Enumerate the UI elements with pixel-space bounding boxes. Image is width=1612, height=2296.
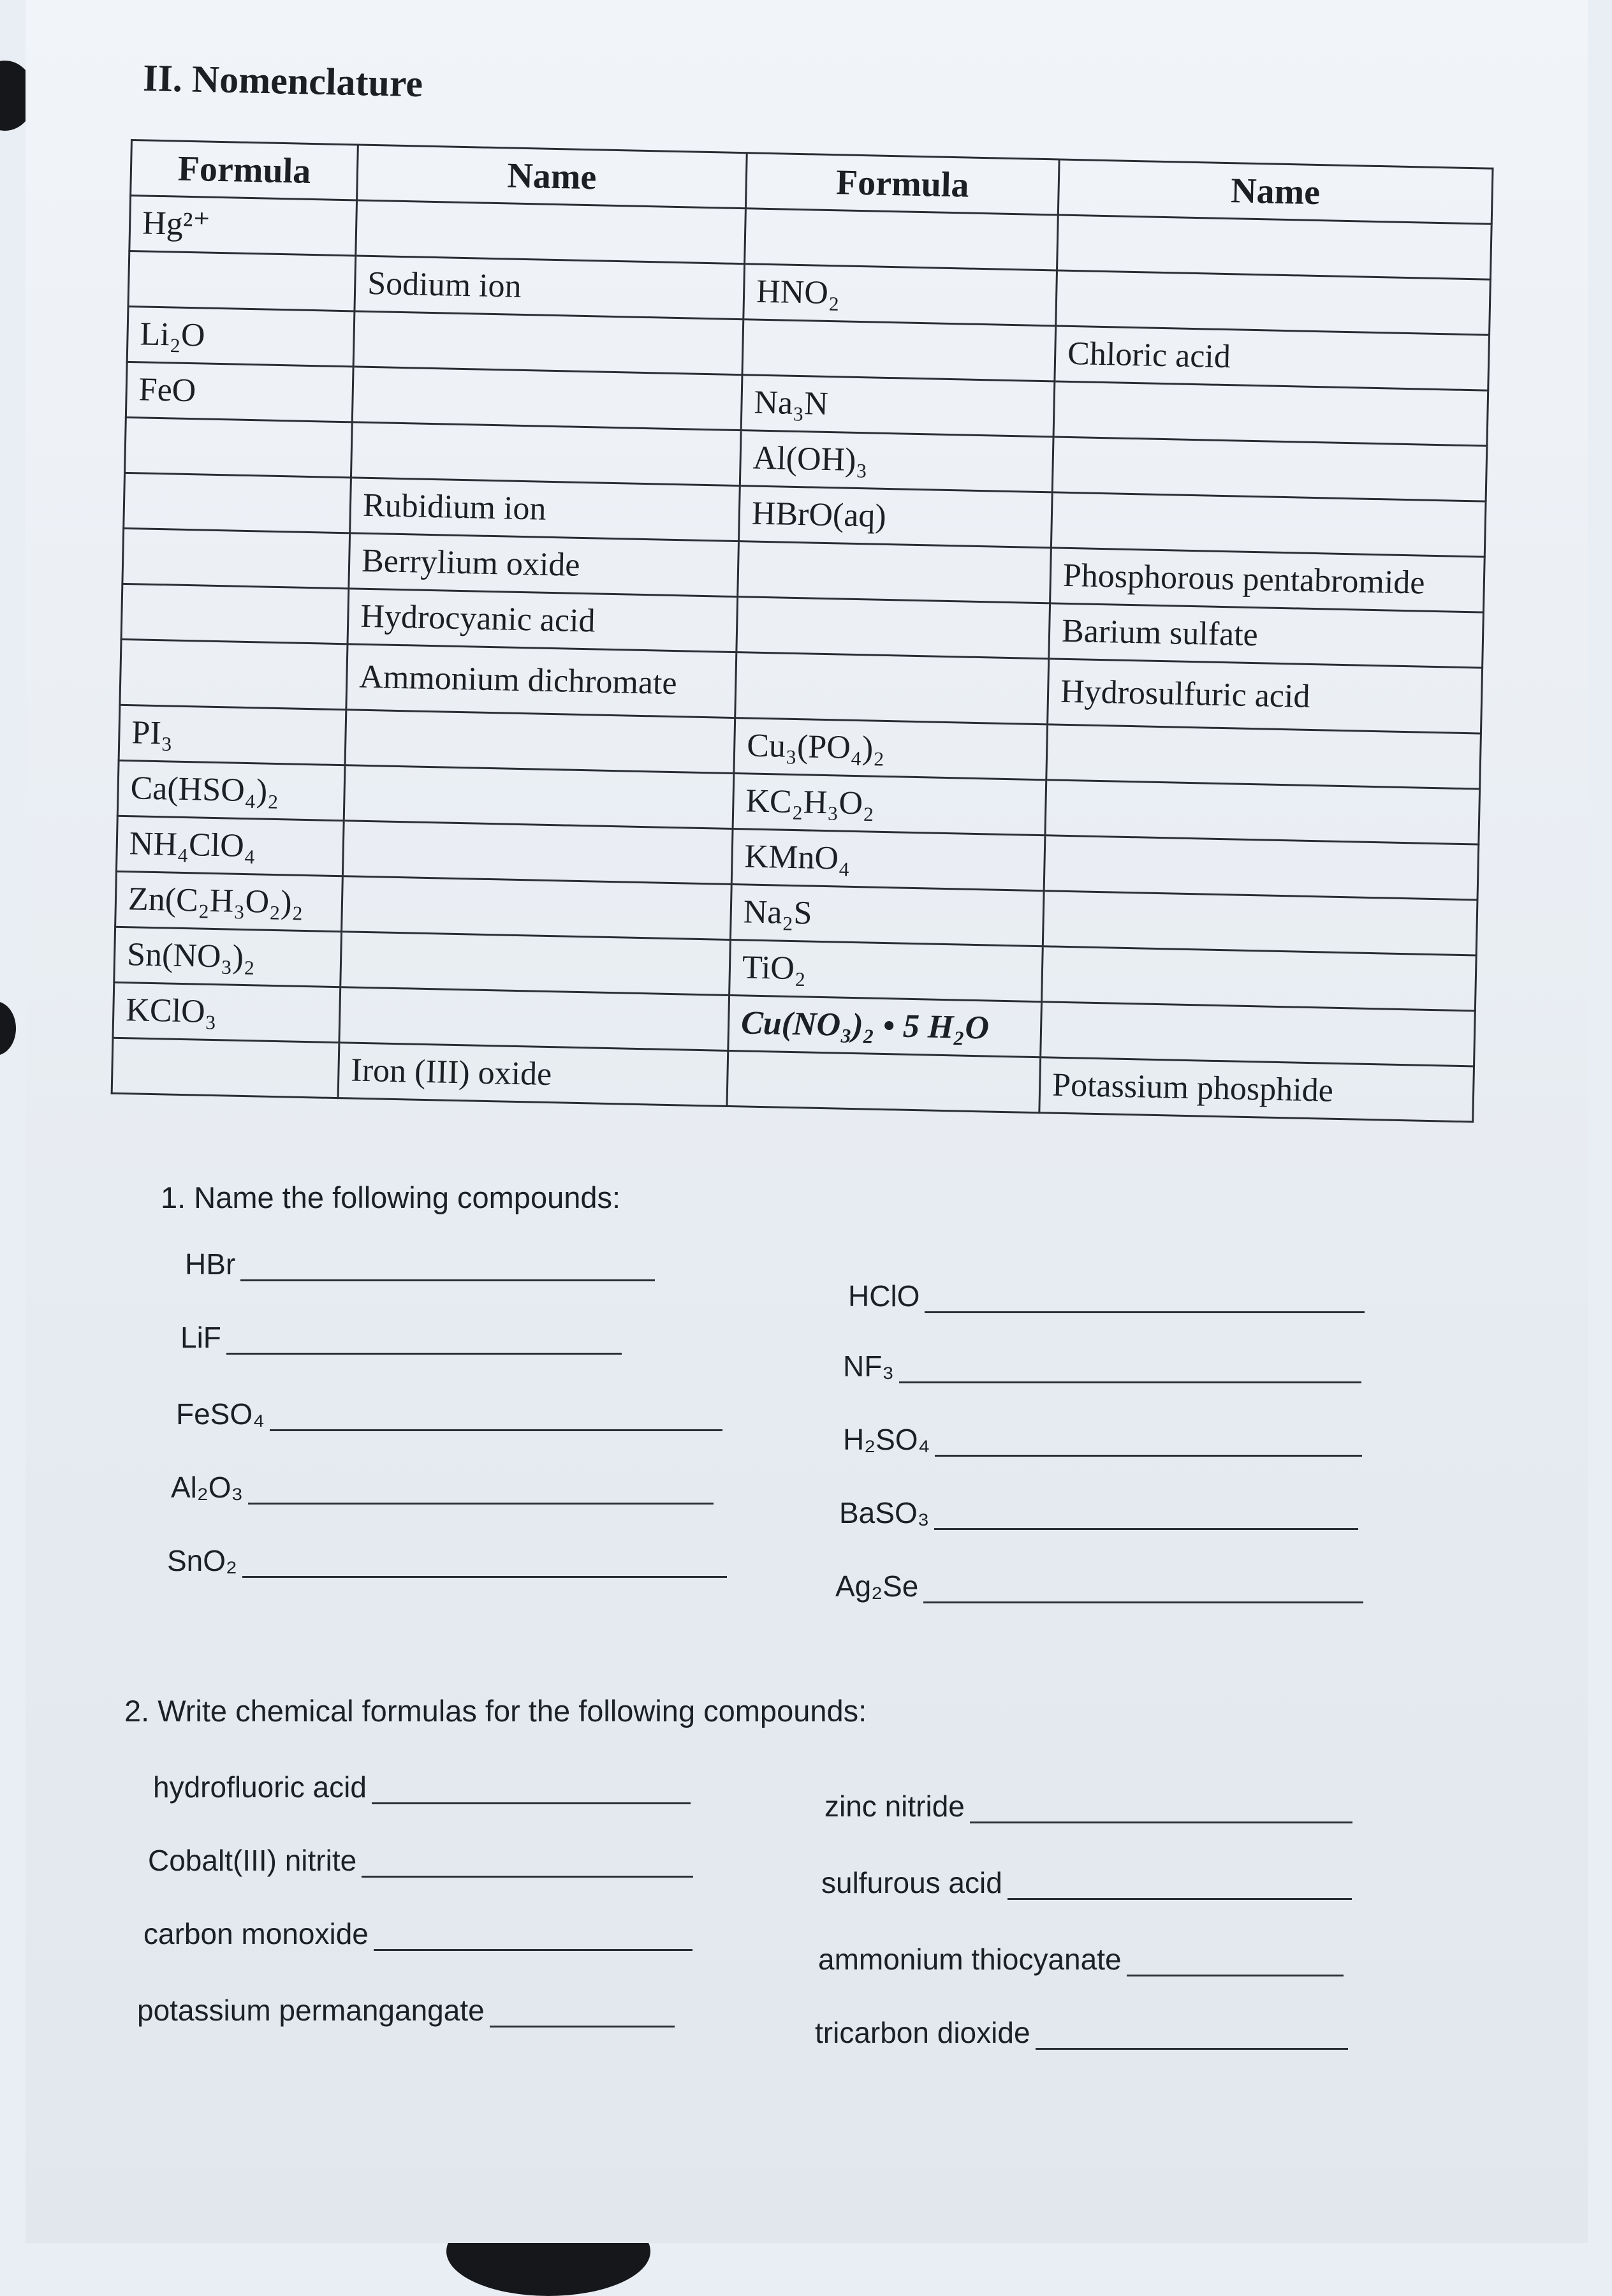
q1-right-item-answer-line[interactable]	[934, 1509, 1358, 1530]
cell-formula-1[interactable]	[112, 1038, 339, 1098]
cell-name-2[interactable]	[1057, 215, 1492, 279]
cell-name-2[interactable]	[1052, 437, 1487, 501]
header-name-1: Name	[357, 145, 747, 209]
cell-name-2[interactable]: Potassium phosphide	[1039, 1057, 1474, 1122]
q1-left-item	[167, 1543, 727, 1578]
q2-left-item	[148, 1843, 693, 1878]
cell-name-1[interactable]	[339, 987, 729, 1051]
cell-name-2[interactable]: Phosphorous pentabromide	[1050, 548, 1485, 612]
q2-left-item-answer-line[interactable]	[374, 1930, 692, 1951]
q1-left-item-answer-line[interactable]	[248, 1483, 714, 1505]
question-1-prompt: 1. Name the following compounds:	[161, 1181, 621, 1214]
q1-right-item-answer-line[interactable]	[925, 1292, 1365, 1313]
q2-left-item-answer-line[interactable]	[362, 1857, 693, 1878]
cell-name-1[interactable]	[351, 422, 741, 486]
cell-formula-2[interactable]: HBrO(aq)	[739, 486, 1053, 548]
cell-name-1[interactable]: Sodium ion	[355, 256, 745, 320]
q2-left-item	[153, 1770, 691, 1804]
header-name-2: Name	[1058, 159, 1493, 224]
cell-formula-2[interactable]: KMnO₄	[731, 829, 1045, 891]
q2-right-item-answer-line[interactable]	[1127, 1955, 1344, 1976]
cell-formula-1[interactable]: FeO	[126, 362, 353, 422]
cell-formula-2[interactable]: HNO₂	[744, 264, 1057, 326]
q1-right-item	[848, 1279, 1365, 1313]
cell-name-1[interactable]: Ammonium dichromate	[346, 644, 736, 718]
cell-formula-1[interactable]: NH₄ClO₄	[116, 816, 344, 876]
q1-left-item-answer-line[interactable]	[226, 1334, 622, 1355]
cell-formula-2[interactable]: Cu(NO₃)₂ • 5 H₂O	[728, 995, 1042, 1057]
cell-formula-1[interactable]: KClO₃	[113, 982, 341, 1042]
q2-right-item-answer-line[interactable]	[1036, 2029, 1348, 2050]
q2-left-item-answer-line[interactable]	[372, 1783, 691, 1804]
q1-left-item-label: Al₂O₃	[171, 1471, 244, 1504]
cell-name-2[interactable]	[1046, 725, 1481, 789]
q2-right-item	[815, 2015, 1348, 2050]
cell-formula-2[interactable]: KC₂H₃O₂	[733, 774, 1046, 835]
cell-name-2[interactable]: Barium sulfate	[1049, 603, 1484, 668]
q2-right-item	[821, 1866, 1352, 1900]
cell-formula-2[interactable]	[745, 209, 1059, 270]
q2-right-item	[818, 1942, 1344, 1976]
cell-name-2[interactable]	[1053, 381, 1488, 446]
cell-name-1[interactable]	[353, 311, 744, 375]
cell-formula-2[interactable]	[738, 541, 1051, 603]
q2-left-item-label: hydrofluoric acid	[153, 1770, 367, 1804]
q1-left-item-answer-line[interactable]	[270, 1410, 722, 1431]
q1-left-item-label: FeSO₄	[176, 1397, 265, 1431]
q1-left-item	[180, 1320, 622, 1355]
cell-formula-2[interactable]: Cu₃(PO₄)₂	[734, 718, 1048, 780]
cell-formula-1[interactable]: Hg²⁺	[129, 196, 357, 256]
q1-left-item	[185, 1247, 655, 1281]
cell-formula-2[interactable]: Na₃N	[741, 375, 1055, 437]
cell-name-1[interactable]	[342, 876, 732, 940]
q1-right-item-label: NF₃	[843, 1350, 895, 1383]
q2-right-item-answer-line[interactable]	[970, 1802, 1352, 1823]
cell-formula-1[interactable]: PI₃	[119, 705, 346, 765]
q1-right-item-answer-line[interactable]	[923, 1582, 1363, 1603]
cell-name-2[interactable]	[1051, 492, 1486, 557]
q2-left-item-label: carbon monoxide	[143, 1917, 369, 1950]
cell-formula-2[interactable]	[727, 1050, 1041, 1112]
q1-right-item-label: Ag₂Se	[835, 1570, 919, 1603]
question-2-prompt: 2. Write chemical formulas for the following compounds:	[124, 1694, 867, 1728]
cell-name-2[interactable]	[1045, 780, 1480, 844]
cell-formula-2[interactable]	[736, 597, 1050, 659]
cell-formula-1[interactable]: Ca(HSO₄)₂	[117, 760, 345, 820]
q1-left-item	[171, 1470, 714, 1505]
q1-right-item	[835, 1569, 1363, 1603]
q1-left-item-answer-line[interactable]	[242, 1557, 727, 1578]
cell-formula-1[interactable]	[124, 473, 351, 533]
q1-right-item-label: BaSO₃	[839, 1496, 930, 1529]
q1-right-item-label: H₂SO₄	[843, 1423, 930, 1456]
nomenclature-table	[111, 139, 1494, 1122]
cell-formula-1[interactable]	[128, 251, 356, 311]
cell-name-2[interactable]	[1041, 946, 1476, 1011]
cell-name-2[interactable]: Chloric acid	[1055, 326, 1490, 390]
cell-formula-1[interactable]: Li₂O	[127, 306, 355, 366]
q1-left-item-label: HBr	[185, 1247, 236, 1281]
cell-formula-2[interactable]: TiO₂	[729, 939, 1043, 1001]
q2-right-item-label: zinc nitride	[824, 1790, 965, 1823]
cell-name-1[interactable]	[352, 367, 742, 430]
cell-name-1[interactable]: Rubidium ion	[350, 478, 740, 541]
cell-formula-1[interactable]	[120, 639, 348, 709]
cell-name-1[interactable]	[344, 765, 734, 829]
cell-name-1[interactable]	[341, 932, 731, 996]
cell-formula-1[interactable]: Zn(C₂H₃O₂)₂	[115, 871, 343, 931]
cell-name-2[interactable]	[1041, 1002, 1476, 1066]
q2-right-item-answer-line[interactable]	[1007, 1879, 1352, 1900]
section-title: II. Nomenclature	[142, 56, 423, 105]
cell-formula-1[interactable]: Sn(NO₃)₂	[114, 927, 342, 987]
q1-left-item-answer-line[interactable]	[240, 1260, 655, 1281]
cell-formula-2[interactable]: Na₂S	[730, 884, 1044, 946]
cell-formula-2[interactable]	[742, 320, 1056, 381]
q1-left-item-label: SnO₂	[167, 1544, 237, 1577]
q1-left-item-label: LiF	[180, 1321, 221, 1354]
q1-right-item	[843, 1422, 1362, 1457]
q1-right-item-answer-line[interactable]	[935, 1436, 1362, 1457]
q1-right-item	[839, 1496, 1358, 1530]
cell-formula-1[interactable]	[125, 417, 353, 477]
cell-formula-2[interactable]: Al(OH)₃	[740, 430, 1053, 492]
q1-right-item-label: HClO	[848, 1279, 920, 1313]
punch-hole-middle	[0, 1001, 16, 1056]
q2-left-item-answer-line[interactable]	[490, 2006, 675, 2027]
header-formula-2: Formula	[745, 153, 1059, 215]
cell-name-2[interactable]	[1043, 891, 1477, 955]
cell-formula-1[interactable]	[122, 528, 350, 588]
q2-right-item-label: sulfurous acid	[821, 1866, 1002, 1899]
cell-name-2[interactable]: Hydrosulfuric acid	[1048, 659, 1483, 733]
q1-right-item	[843, 1349, 1361, 1383]
q2-right-item	[824, 1789, 1352, 1823]
cell-name-2[interactable]	[1044, 835, 1479, 900]
cell-formula-2[interactable]	[735, 652, 1049, 725]
cell-name-1[interactable]: Iron (III) oxide	[338, 1043, 728, 1107]
q1-left-item	[176, 1397, 722, 1431]
cell-name-1[interactable]: Hydrocyanic acid	[348, 589, 738, 652]
q2-left-item-label: potassium permangangate	[137, 1994, 485, 2027]
q1-right-item-answer-line[interactable]	[899, 1362, 1361, 1383]
q2-left-item	[143, 1917, 692, 1951]
cell-name-2[interactable]	[1056, 270, 1491, 335]
cell-name-1[interactable]: Berrylium oxide	[349, 533, 739, 597]
q2-right-item-label: tricarbon dioxide	[815, 2016, 1030, 2049]
cell-name-1[interactable]	[342, 821, 733, 885]
q2-left-item	[137, 1993, 675, 2027]
cell-name-1[interactable]	[356, 200, 746, 264]
q2-right-item-label: ammonium thiocyanate	[818, 1943, 1122, 1976]
cell-name-1[interactable]	[345, 710, 735, 774]
cell-formula-1[interactable]	[121, 584, 349, 644]
q2-left-item-label: Cobalt(III) nitrite	[148, 1844, 357, 1877]
header-formula-1: Formula	[131, 140, 358, 200]
